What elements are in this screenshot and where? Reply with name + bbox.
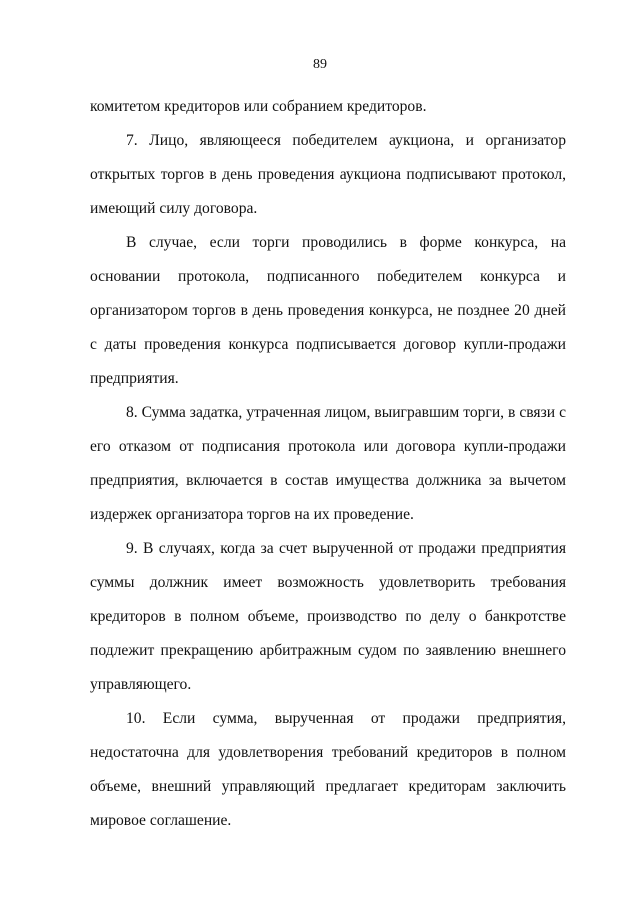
paragraph-continuation: комитетом кредиторов или собранием кредиторов. [90, 98, 427, 115]
paragraph-item-10: 10. Если сумма, вырученная от продажи предприятия, недостаточна для удовлетворения требований кредиторов в полном объеме, внешний управляющий предлагает кредиторам заключить мировое соглашение. [90, 710, 566, 829]
paragraph-tender-case: В случае, если торги проводились в форме конкурса, на основании протокола, подписанного победителем конкурса и организатором торгов в день проведения конкурса, не позднее 20 дней с даты проведения конкурса подписывается договор купли-продажи предприятия. [90, 234, 566, 387]
paragraph-item-9: 9. В случаях, когда за счет вырученной от продажи предприятия суммы должник имеет возможность удовлетворить требования кредиторов в полном объеме, производство по делу о банкротстве подлежит прекращению арбитражным судом по заявлению внешнего управляющего. [90, 540, 566, 693]
paragraph-item-7: 7. Лицо, являющееся победителем аукциона, и организатор открытых торгов в день проведения аукциона подписывают протокол, имеющий силу договора. [90, 132, 566, 217]
paragraph-item-8: 8. Сумма задатка, утраченная лицом, выигравшим торги, в связи с его отказом от подписания протокола или договора купли-продажи предприятия, включается в состав имущества должника за вычетом издержек организатора торгов на их проведение. [90, 404, 566, 523]
page-number: 89 [313, 57, 327, 72]
document-body [90, 90, 566, 838]
